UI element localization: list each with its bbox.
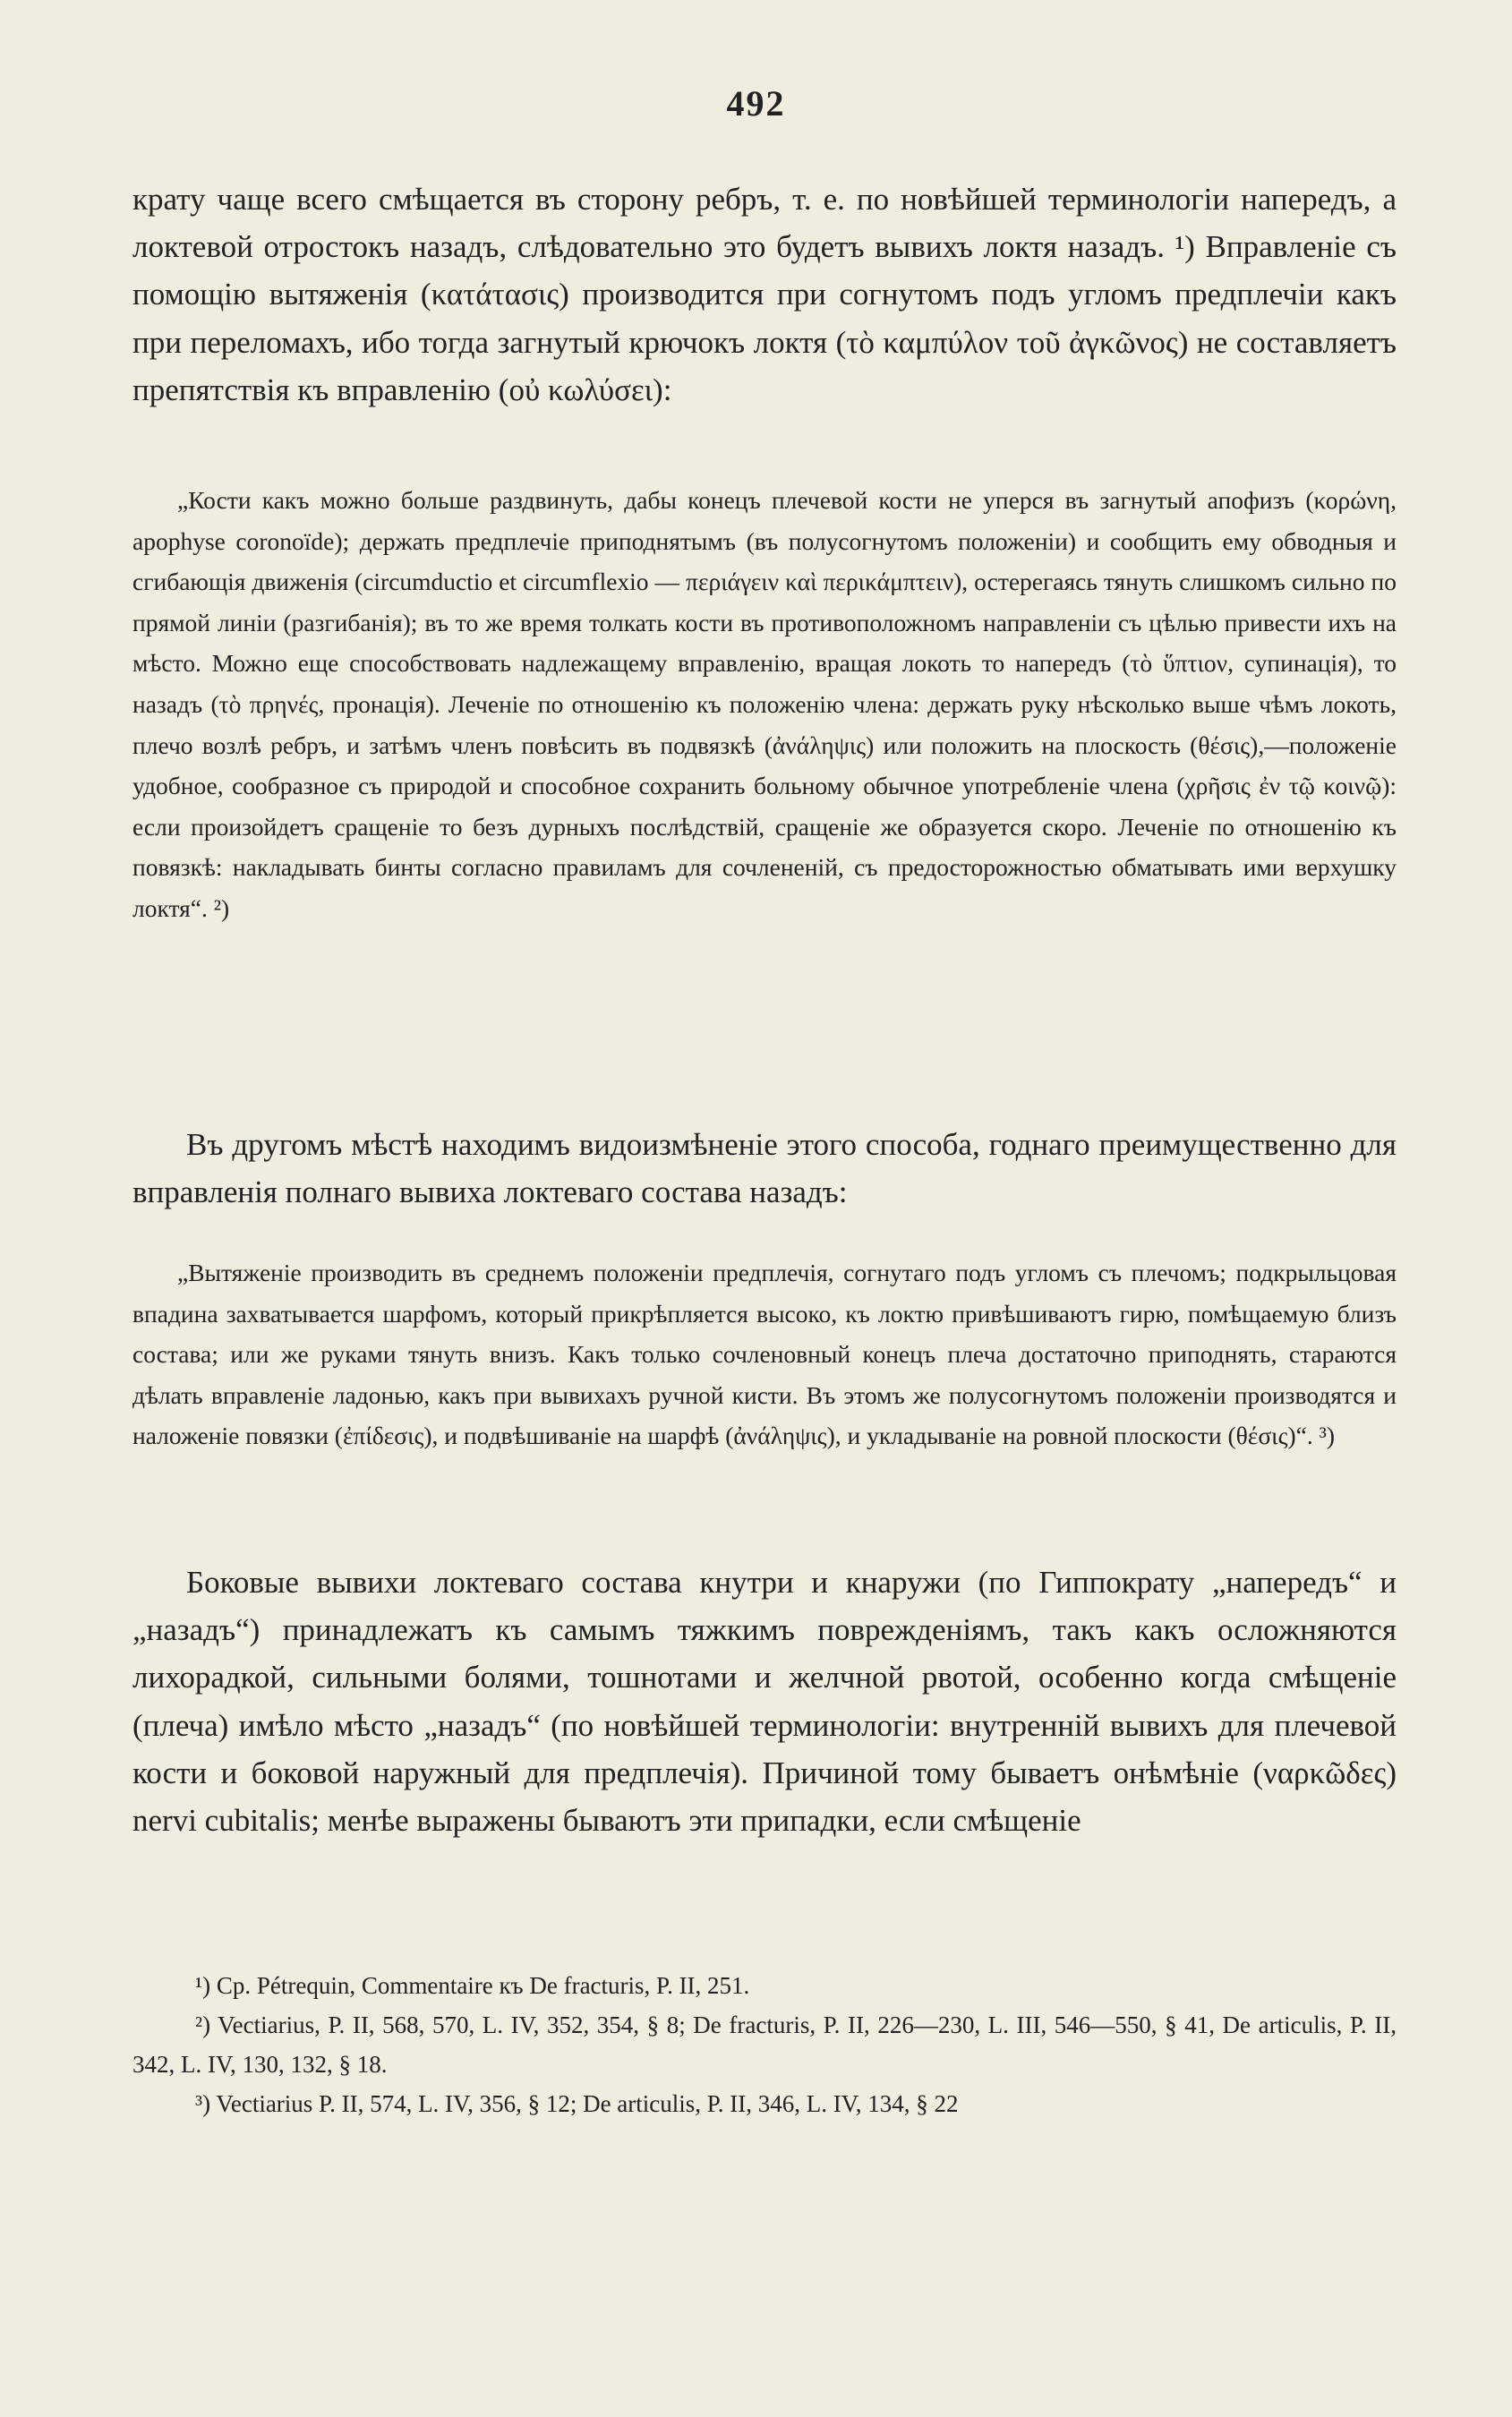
footnote-3: ³) Vectiarius P. II, 574, L. IV, 356, § 12; De articulis, P. II, 346, L. IV, 134, § 22 xyxy=(195,2090,959,2117)
footnotes xyxy=(132,1966,1397,2123)
quote-2-text: „Вытяженіе производить въ среднемъ положеніи предплечія, согнутаго подъ угломъ съ плечомъ; подкрыльцовая впадина захватывается шарфомъ, который прикрѣпляется высоко, къ локтю привѣшиваютъ гирю, помѣщаемую близъ состава; или же руками тянуть внизъ. Какъ только сочленовный конецъ плеча достаточно приподнять, стараются дѣлать вправленіе ладонью, какъ при вывихахъ ручной кисти. Въ этомъ же полусогнутомъ положеніи производятся и наложеніе повязки (ἐπίδεσις), и подвѣшиваніе на шарфѣ (ἀνάληψις), и укладываніе на ровной плоскости (θέσις)“. ³) xyxy=(132,1259,1397,1450)
page-number: 492 xyxy=(726,83,786,124)
paragraph-2-text: Въ другомъ мѣстѣ находимъ видоизмѣненіе этого способа, годнаго преимущественно для вправленія полнаго вывиха локтеваго состава назадъ: xyxy=(132,1127,1397,1210)
paragraph-3-text: Боковые вывихи локтеваго состава кнутри и кнаружи (по Гиппократу „напередъ“ и „назадъ“) принадлежатъ къ самымъ тяжкимъ поврежденіямъ, такъ какъ осложняются лихорадкой, сильными болями, тошнотами и желчной рвотой, особенно когда смѣщеніе (плеча) имѣло мѣсто „назадъ“ (по новѣйшей терминологіи: внутренній вывихъ для плечевой кости и боковой наружный для предплечія). Причиной тому бываетъ онѣмѣніе (ναρκῶδες) nervi cubitalis; менѣе выражены бываютъ эти припадки, если смѣщеніе xyxy=(132,1565,1397,1839)
paragraph-2 xyxy=(132,1121,1397,1216)
quote-2 xyxy=(132,1252,1397,1456)
paragraph-3 xyxy=(132,1559,1397,1844)
paragraph-1-text: крату чаще всего смѣщается въ сторону ребръ, т. е. по новѣйшей терминологіи напередъ, а локтевой отростокъ назадъ, слѣдовательно это будетъ вывихъ локтя назадъ. ¹) Вправленіе съ помощію вытяженія (κατάτασις) производится при согнутомъ подъ угломъ предплечіи какъ при переломахъ, ибо тогда загнутый крючокъ локтя (τὸ καμπύλον τοῦ ἀγκῶνος) не составляетъ препятствія къ вправленію (οὐ κωλύσει): xyxy=(132,182,1397,407)
quote-1-text: „Кости какъ можно больше раздвинуть, дабы конецъ плечевой кости не уперся въ загнутый апофизъ (κορώνη, apophyse coronoïde); держать предплечіе приподнятымъ (въ полусогнутомъ положеніи) и сообщить ему обводныя и сгибающія движенія (circumductio et circumflexio — περιάγειν καὶ περικάμπτειν), остерегаясь тянуть слишкомъ сильно по прямой линіи (разгибанія); въ то же время толкать кости въ противоположномъ направленіи съ цѣлью привести ихъ на мѣсто. Можно еще способствовать надлежащему вправленію, вращая локоть то напередъ (τὸ ὕπτιον, супинація), то назадъ (τὸ πρηνές, пронація). Леченіе по отношенію къ положенію члена: держать руку нѣсколько выше чѣмъ локоть, плечо возлѣ ребръ, и затѣмъ членъ повѣсить въ подвязкѣ (ἀνάληψις) или положить на плоскость (θέσις),—положеніе удобное, сообразное съ природой и способное сохранить больному обычное употребленіе члена (χρῆσις ἐν τῷ κοινῷ): если произойдетъ сращеніе то безъ дурныхъ послѣдствій, сращеніе же образуется скоро. Леченіе по отношенію къ повязкѣ: накладывать бинты согласно правиламъ для сочлененій, съ предосторожностью обматывать ими верхушку локтя“. ²) xyxy=(132,486,1397,922)
paragraph-1 xyxy=(132,175,1397,414)
footnote-2: ²) Vectiarius, P. II, 568, 570, L. IV, 352, 354, § 8; De fracturis, P. II, 226—230, L. III, 546—550, § 41, De articulis, P. II, 342, L. IV, 130, 132, § 18. xyxy=(132,2011,1397,2078)
footnote-1: ¹) Ср. Pétrequin, Commentaire къ De fracturis, P. II, 251. xyxy=(195,1972,750,1999)
quote-1 xyxy=(132,480,1397,929)
